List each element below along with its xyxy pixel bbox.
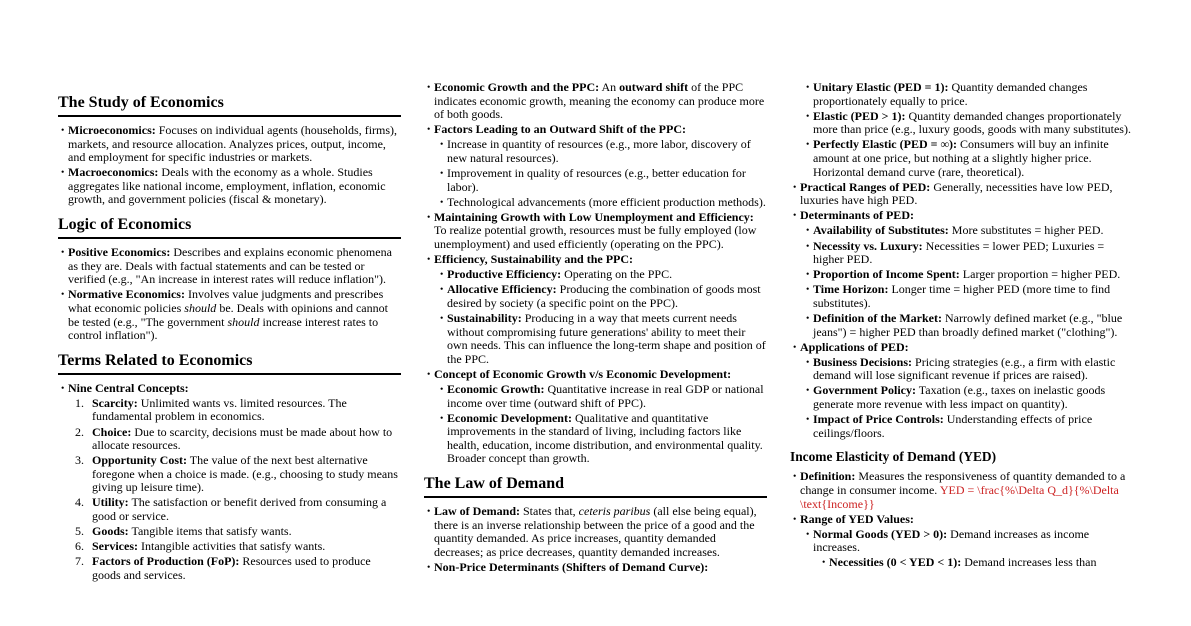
list-item	[58, 426, 401, 453]
list-item	[424, 368, 767, 382]
text-run: Consumers will buy an infinite amount at one price, but nothing at a slightly higher price. Horizontal demand curve (rare, theoretical).	[813, 137, 1109, 179]
text-run: Range of YED Values:	[800, 511, 914, 526]
text-run: Pricing strategies (e.g., a firm with elastic demand will lose significant revenue if prices are raised).	[813, 354, 1116, 383]
list-item	[58, 555, 401, 582]
text-run: Quantitative increase in real GDP or national income over time (outward shift of PPC).	[447, 381, 764, 410]
column-3	[790, 81, 1133, 570]
bullet-marker: •	[806, 83, 810, 93]
section-heading: Terms Related to Economics	[58, 351, 401, 375]
list-item	[790, 470, 1133, 511]
text-run: To realize potential growth, resources must be fully employed (low unemployment) and used efficiently (operating on the PPC).	[434, 223, 757, 252]
bullet-marker: •	[440, 384, 444, 395]
bullet-marker: •	[806, 111, 810, 122]
bullet-marker: •	[427, 255, 431, 266]
list-item	[424, 81, 767, 122]
text-run: An	[599, 80, 620, 94]
text-run: More substitutes = higher PED.	[948, 223, 1104, 238]
bullet-marker: •	[427, 125, 431, 136]
list-item	[58, 454, 401, 495]
text-run: Economic Development:	[447, 410, 572, 425]
list-item	[790, 81, 1133, 108]
text-run: Normal Goods (YED > 0):	[813, 526, 948, 541]
text-run: Proportion of Income Spent:	[813, 267, 960, 282]
list-item	[424, 211, 767, 252]
text-run: Quantity demanded changes proportionately more than price (e.g., luxury goods, goods with many substitutes).	[813, 108, 1131, 137]
text-run: Business Decisions:	[813, 354, 913, 369]
list-item	[424, 383, 767, 410]
bullet-marker: •	[793, 342, 797, 353]
text-run: Larger proportion = higher PED.	[959, 267, 1121, 282]
section-heading: The Study of Economics	[58, 93, 401, 117]
number-marker: 3.	[75, 453, 84, 468]
list-item	[58, 496, 401, 523]
text-run: Availability of Substitutes:	[813, 223, 949, 238]
text-run: Microeconomics:	[68, 123, 156, 137]
bullet-marker: •	[806, 285, 810, 296]
text-run: Elastic (PED > 1):	[813, 108, 906, 123]
column-2	[424, 81, 767, 575]
text-run: The satisfaction or benefit derived from consuming a good or service.	[92, 495, 387, 524]
bullet-marker: •	[806, 241, 810, 252]
list-item	[424, 123, 767, 137]
text-run: Intangible activities that satisfy wants.	[137, 539, 326, 554]
text-run: increase interest rates to control inflation").	[68, 314, 379, 343]
list-item	[424, 283, 767, 310]
text-run: Producing in a way that meets current needs without compromising future generations' ability to meet their own needs. This can influence the long-term shape and position of the PPC.	[447, 311, 766, 366]
bullet-marker: •	[427, 369, 431, 380]
bullet-marker: •	[793, 182, 797, 193]
text-run: Focuses on individual agents (households, firms), markets, and resource allocation. Analyzes prices, output, income, and employment for specific industries or markets.	[68, 123, 398, 165]
list-item	[790, 513, 1133, 527]
number-marker: 1.	[75, 395, 84, 410]
list-item	[58, 397, 401, 424]
bullet-marker: •	[793, 211, 797, 222]
text-run: Generally, necessities have low PED, luxuries have high PED.	[800, 179, 1113, 208]
list-item	[790, 356, 1133, 383]
list-item	[790, 224, 1133, 238]
text-run: Measures the responsiveness of quantity demanded to a change in consumer income.	[800, 469, 1126, 497]
text-run: Impact of Price Controls:	[813, 412, 944, 427]
list-item	[424, 268, 767, 282]
list-item	[58, 540, 401, 554]
text-run: Sustainability:	[447, 311, 522, 325]
text-run: Nine Central Concepts:	[68, 380, 189, 395]
list-item	[790, 528, 1133, 555]
bullet-marker: •	[440, 285, 444, 296]
list-item	[790, 312, 1133, 339]
bullet-marker: •	[440, 197, 444, 208]
text-run: outward shift	[619, 80, 689, 94]
text-run: Taxation (e.g., taxes on inelastic goods generate more revenue with less impact on quantity).	[813, 383, 1106, 412]
text-run: Understanding effects of price ceilings/floors.	[813, 412, 1093, 440]
list-item	[790, 110, 1133, 137]
text-run: Demand increases less than	[961, 555, 1097, 570]
text-run: should	[184, 300, 217, 315]
text-run: Tangible items that satisfy wants.	[128, 524, 292, 539]
text-run: States that,	[520, 504, 579, 519]
bullet-marker: •	[806, 314, 810, 324]
text-run: Non-Price Determinants (Shifters of Demand Curve):	[434, 559, 709, 574]
text-run: YED = \frac{%\Delta Q_d}{%\Delta \text{Income}}	[800, 482, 1119, 511]
text-run: Allocative Efficiency:	[447, 282, 557, 297]
bullet-marker: •	[61, 290, 65, 301]
list-item	[790, 209, 1133, 223]
text-run: Efficiency, Sustainability and the PPC:	[434, 252, 634, 267]
bullet-marker: •	[806, 529, 810, 540]
bullet-marker: •	[806, 140, 810, 151]
bullet-marker: •	[806, 386, 810, 397]
bullet-marker: •	[440, 314, 444, 324]
text-run: Time Horizon:	[813, 282, 889, 297]
text-run: Services:	[92, 539, 138, 554]
bullet-marker: •	[793, 514, 797, 525]
text-run: Macroeconomics:	[68, 165, 159, 180]
list-item	[58, 246, 401, 287]
bullet-marker: •	[822, 558, 826, 569]
text-run: Definition:	[800, 469, 856, 484]
text-run: Unitary Elastic (PED = 1):	[813, 80, 949, 94]
text-run: Technological advancements (more efficient production methods).	[447, 194, 766, 209]
bullet-marker: •	[427, 562, 431, 573]
text-run: Positive Economics:	[68, 245, 171, 260]
text-run: Involves value judgments and prescribes what economic policies	[68, 287, 384, 315]
bullet-marker: •	[61, 168, 65, 179]
text-run: Government Policy:	[813, 383, 916, 398]
number-marker: 5.	[75, 524, 84, 539]
list-item	[424, 505, 767, 559]
list-item	[58, 166, 401, 207]
text-run: (all else being equal), there is an inverse relationship between the price of a good and the quantity demanded. As price increases, quantity demanded decreases; as price decreases, quantity demanded increases.	[434, 504, 757, 559]
text-run: Perfectly Elastic (PED = ∞):	[813, 137, 958, 152]
list-item	[424, 561, 767, 575]
text-run: Maintaining Growth with Low Unemployment and Efficiency:	[434, 209, 754, 224]
text-run: Economic Growth and the PPC:	[434, 80, 600, 94]
text-run: Necessity vs. Luxury:	[813, 238, 923, 253]
list-item	[790, 268, 1133, 282]
bullet-marker: •	[806, 357, 810, 368]
text-run: Scarcity:	[92, 395, 138, 410]
text-run: Necessities = lower PED; Luxuries = higher PED.	[813, 238, 1105, 267]
bullet-marker: •	[806, 226, 810, 237]
number-marker: 2.	[75, 424, 84, 439]
text-run: Due to scarcity, decisions must be made about how to allocate resources.	[92, 424, 393, 453]
text-run: should	[227, 314, 260, 329]
text-run: ceteris paribus	[578, 504, 651, 519]
text-run: Productive Efficiency:	[447, 267, 562, 282]
list-item	[790, 341, 1133, 355]
list-item	[424, 312, 767, 366]
text-run: Quantity demanded changes proportionately equally to price.	[813, 80, 1088, 108]
text-run: Resources used to produce goods and services.	[92, 554, 371, 582]
bullet-marker: •	[427, 507, 431, 518]
text-run: Unlimited wants vs. limited resources. The fundamental problem in economics.	[92, 395, 347, 424]
text-run: Factors of Production (FoP):	[92, 554, 240, 569]
text-run: Narrowly defined market (e.g., "blue jeans") = higher PED than broadly defined market ("clothing").	[813, 311, 1123, 339]
text-run: Determinants of PED:	[800, 208, 914, 223]
text-run: Practical Ranges of PED:	[800, 179, 931, 194]
bullet-marker: •	[440, 169, 444, 180]
list-item	[790, 413, 1133, 440]
text-run: Deals with the economy as a whole. Studies aggregates like national income, employment, inflation, economic growth, and government policies (fiscal & monetary).	[68, 165, 386, 207]
text-run: Operating on the PPC.	[561, 267, 673, 282]
text-run: Concept of Economic Growth v/s Economic Development:	[434, 366, 732, 381]
text-run: of the PPC indicates economic growth, meaning the economy can produce more of both goods.	[434, 80, 765, 122]
column-1	[58, 81, 401, 583]
text-run: Normative Economics:	[68, 287, 185, 302]
text-run: The value of the next best alternative foregone when a choice is made. (e.g., choosing to study means giving up leisure time).	[92, 453, 398, 495]
text-run: Longer time = higher PED (more time to find substitutes).	[813, 282, 1111, 310]
list-item	[58, 525, 401, 539]
list-item	[790, 384, 1133, 411]
text-run: Definition of the Market:	[813, 311, 942, 325]
list-item	[58, 288, 401, 342]
text-run: Goods:	[92, 524, 129, 539]
list-item	[424, 412, 767, 466]
bullet-marker: •	[61, 248, 65, 259]
text-run: Producing the combination of goods most desired by society (a specific point on the PPC).	[447, 282, 761, 310]
list-item	[790, 556, 1133, 570]
text-run: Improvement in quality of resources (e.g., better education for labor).	[447, 166, 746, 194]
bullet-marker: •	[61, 383, 65, 394]
list-item	[424, 167, 767, 194]
section-heading: Logic of Economics	[58, 215, 401, 239]
text-run: be. Deals with opinions and cannot be tested (e.g., "The government	[68, 300, 388, 329]
list-item	[790, 138, 1133, 179]
text-run: Necessities (0 < YED < 1):	[829, 555, 962, 570]
list-item	[58, 124, 401, 165]
bullet-marker: •	[427, 212, 431, 223]
bullet-marker: •	[440, 140, 444, 151]
bullet-marker: •	[440, 413, 444, 424]
text-run: Law of Demand:	[434, 504, 520, 519]
bullet-marker: •	[440, 270, 444, 281]
text-run: Factors Leading to an Outward Shift of the PPC:	[434, 122, 686, 137]
text-run: Economic Growth:	[447, 381, 545, 396]
list-item	[424, 253, 767, 267]
list-item	[790, 240, 1133, 267]
number-marker: 4.	[75, 495, 84, 510]
subsection-heading: Income Elasticity of Demand (YED)	[790, 449, 997, 465]
list-item	[58, 382, 401, 396]
bullet-marker: •	[427, 83, 431, 93]
list-item	[424, 138, 767, 165]
text-run: Opportunity Cost:	[92, 453, 188, 468]
text-run: Applications of PED:	[800, 339, 909, 354]
bullet-marker: •	[806, 270, 810, 281]
number-marker: 7.	[75, 554, 84, 569]
text-run: Utility:	[92, 495, 129, 510]
list-item	[790, 283, 1133, 310]
bullet-marker: •	[61, 126, 65, 136]
list-item	[424, 196, 767, 210]
text-run: Choice:	[92, 424, 132, 439]
text-run: Demand increases as income increases.	[813, 526, 1090, 555]
bullet-marker: •	[793, 472, 797, 483]
text-run: Describes and explains economic phenomena as they are. Deals with factual statements and can be tested or verified (e.g., "An increase in interest rates will reduce inflation").	[68, 245, 392, 287]
list-item	[790, 181, 1133, 208]
number-marker: 6.	[75, 539, 84, 554]
bullet-marker: •	[806, 415, 810, 426]
text-run: Increase in quantity of resources (e.g., more labor, discovery of new natural resources).	[447, 137, 751, 165]
text-run: Qualitative and quantitative improvements in the standard of living, including factors like health, education, income distribution, and environmental quality. Broader concept than growth.	[447, 410, 763, 466]
section-heading: The Law of Demand	[424, 474, 767, 498]
